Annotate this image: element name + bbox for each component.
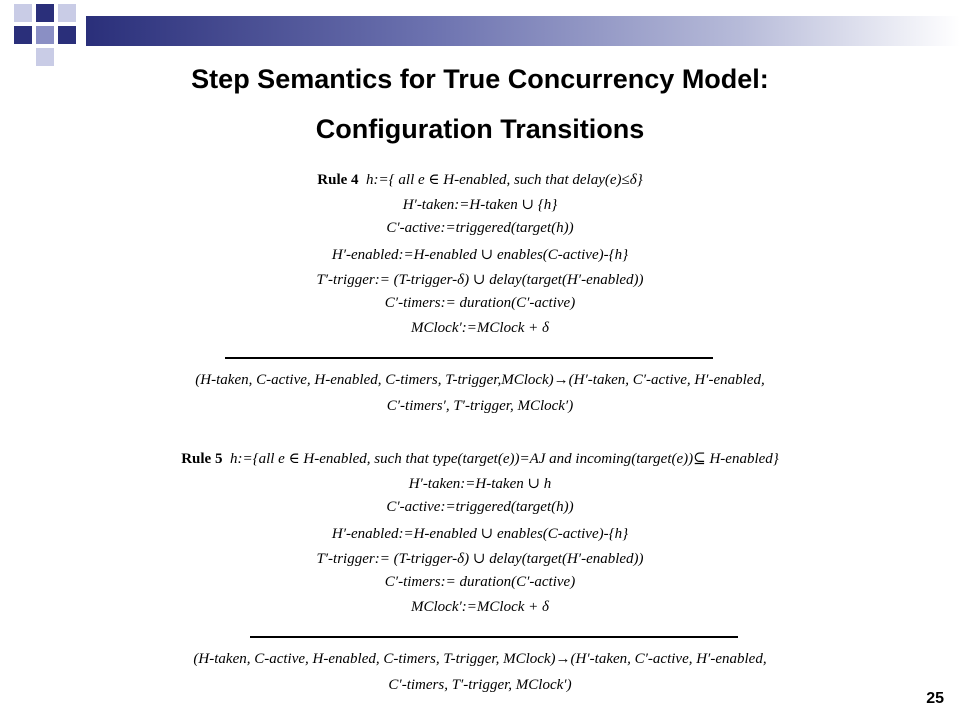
rule4-premise: H′-taken:=H-taken ∪ {h} <box>402 197 558 213</box>
rule4-premise: C′-active:=triggered(target(h)) <box>386 220 574 236</box>
decor-square-1 <box>14 4 32 22</box>
rule4-inference-bar <box>225 357 713 359</box>
rule5-conclusion: C′-timers, T′-trigger, MClock′) <box>388 677 572 693</box>
rule4-premise: MClock′:=MClock + δ <box>411 320 549 336</box>
decor-square-5 <box>36 26 54 44</box>
decor-square-3 <box>58 4 76 22</box>
header-banner <box>86 16 960 46</box>
rule5-premise: H′-taken:=H-taken ∪ h <box>408 476 552 492</box>
rule5-premise: C′-active:=triggered(target(h)) <box>386 499 574 515</box>
rule5-premise: T′-trigger:= (T-trigger-δ) ∪ delay(target(H′-enabled)) <box>316 551 644 567</box>
rule4-premise: T′-trigger:= (T-trigger-δ) ∪ delay(target(H′-enabled)) <box>316 272 644 288</box>
rule5-premise <box>0 449 960 468</box>
page-number: 25 <box>926 690 944 707</box>
decor-square-2 <box>36 4 54 22</box>
rule4-premise: C′-timers:= duration(C′-active) <box>384 295 576 311</box>
rule4-conclusion: (H-taken, C-active, H-enabled, C-timers, T-trigger,MClock)→(H′-taken, C′-active, H′-enabled, <box>195 372 765 388</box>
rule5-premise: MClock′:=MClock + δ <box>411 599 549 615</box>
rule5-premise: H′-enabled:=H-enabled ∪ enables(C-active)-{h} <box>331 526 629 542</box>
rule5-conclusion: (H-taken, C-active, H-enabled, C-timers, T-trigger, MClock)→(H′-taken, C′-active, H′-enabled, <box>193 651 767 667</box>
rule5-premise-text: h:={all e ∈ H-enabled, such that type(target(e))=AJ and incoming(target(e))⊆ H-enabled} <box>229 451 779 467</box>
rule4-conclusion: C′-timers′, T′-trigger, MClock′) <box>386 398 574 414</box>
rule4-premise-text: h:={ all e ∈ H-enabled, such that delay(e)≤δ} <box>366 172 643 188</box>
rule4-premise <box>0 170 960 189</box>
slide-title-line1: Step Semantics for True Concurrency Model: <box>191 64 769 94</box>
rule4-premise: H′-enabled:=H-enabled ∪ enables(C-active)-{h} <box>331 247 629 263</box>
decor-square-6 <box>58 26 76 44</box>
rule4-label: Rule 4 <box>317 172 359 188</box>
rule5-inference-bar <box>250 636 738 638</box>
slide-title-line2: Configuration Transitions <box>315 114 645 144</box>
rule5-premise: C′-timers:= duration(C′-active) <box>384 574 576 590</box>
decor-square-4 <box>14 26 32 44</box>
rule5-label: Rule 5 <box>181 451 223 467</box>
